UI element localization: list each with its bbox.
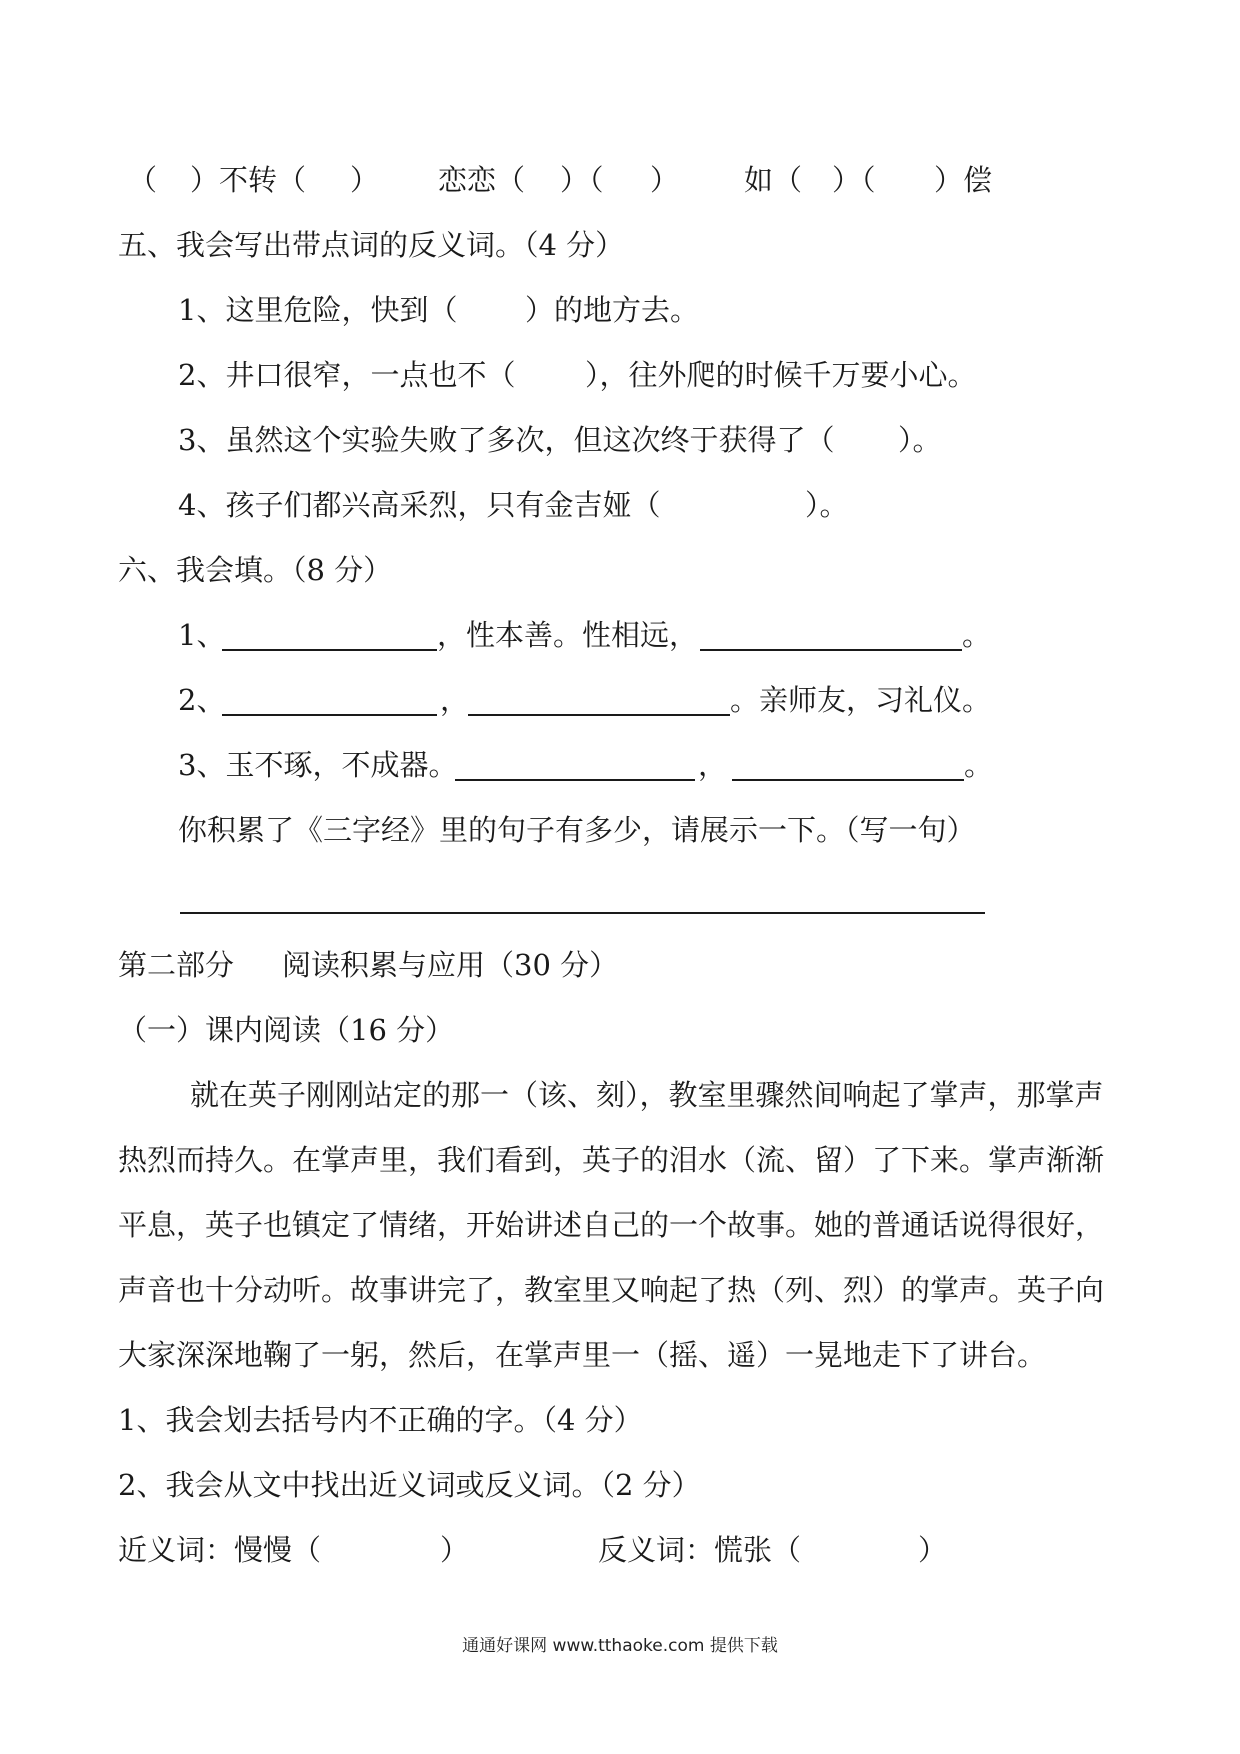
l2-blank-1[interactable] <box>222 680 437 720</box>
idiom-3-mid: ）（ <box>832 163 876 197</box>
footer-credit: 通通好课网 www.tthaoke.com 提供下载 <box>462 1636 778 1656</box>
question-1: 1、我会划去括号内不正确的字。（4 分） <box>118 1403 643 1437</box>
idiom-1-close: ） <box>350 163 380 197</box>
idiom-3-end: ）偿 <box>934 163 993 197</box>
q1-text-before: 1、这里危险，快到（ <box>178 293 458 327</box>
q3-text-after: ）。 <box>898 423 942 457</box>
l2-text-end: 。亲师友，习礼仪。 <box>730 683 992 717</box>
section6-line2 <box>0 680 1240 720</box>
reading-subheading: （一）课内阅读（16 分） <box>118 1013 455 1047</box>
section5-q2 <box>0 355 1240 395</box>
l3-text-mid: ， <box>698 748 728 782</box>
l3-text-start: 3、玉不琢，不成器。 <box>178 748 458 782</box>
l2-text-mid: ， <box>440 683 470 717</box>
synonym-antonym-row <box>0 1530 1240 1570</box>
passage-line-2: 热烈而持久。在掌声里，我们看到，英子的泪水（流、留）了下来。掌声渐渐 <box>118 1143 1105 1177</box>
passage-line-5: 大家深深地鞠了一躬，然后，在掌声里一（摇、遥）一晃地走下了讲台。 <box>118 1338 1047 1372</box>
answer-line[interactable] <box>180 912 985 914</box>
section5-heading: 五、我会写出带点词的反义词。（4 分） <box>118 228 625 262</box>
l2-number: 2、 <box>178 683 226 717</box>
section6-prompt: 你积累了《三字经》里的句子有多少，请展示一下。（写一句） <box>178 813 976 847</box>
passage-line-3: 平息，英子也镇定了情绪，开始讲述自己的一个故事。她的普通话说得很好， <box>118 1208 1105 1242</box>
part2-title: 第二部分 <box>118 948 235 982</box>
question-2: 2、我会从文中找出近义词或反义词。（2 分） <box>118 1468 701 1502</box>
idiom-row <box>0 160 1240 200</box>
antonym-close: ） <box>918 1533 948 1567</box>
idiom-1-mid: ）不转（ <box>190 163 307 197</box>
q1-text-after: ）的地方去。 <box>525 293 700 327</box>
synonym-close: ） <box>440 1533 470 1567</box>
l3-blank-2[interactable] <box>732 745 964 785</box>
part2-heading <box>0 945 1240 985</box>
section6-line1 <box>0 615 1240 655</box>
passage-line-1: 就在英子刚刚站定的那一（该、刻），教室里骤然间响起了掌声，那掌声 <box>190 1078 1104 1112</box>
q2-text-before: 2、井口很窄，一点也不（ <box>178 358 516 392</box>
antonym-label: 反义词：慌张（ <box>598 1533 802 1567</box>
l2-blank-2[interactable] <box>468 680 730 720</box>
l3-blank-1[interactable] <box>455 745 695 785</box>
section5-q1 <box>0 290 1240 330</box>
section6-heading: 六、我会填。（8 分） <box>118 553 393 587</box>
section5-q4 <box>0 485 1240 525</box>
idiom-2-start: 恋恋（ <box>438 163 526 197</box>
l1-text-mid: ，性本善。性相远， <box>437 618 699 652</box>
section6-line3 <box>0 745 1240 785</box>
idiom-2-mid: ）（ <box>560 163 604 197</box>
passage-line-4: 声音也十分动听。故事讲完了，教室里又响起了热（列、烈）的掌声。英子向 <box>118 1273 1105 1307</box>
q4-text-after: ）。 <box>805 488 849 522</box>
idiom-3-start: 如（ <box>744 163 803 197</box>
l1-number: 1、 <box>178 618 226 652</box>
synonym-label: 近义词：慢慢（ <box>118 1533 322 1567</box>
q2-text-after: ），往外爬的时候千万要小心。 <box>585 358 977 392</box>
idiom-2-close: ） <box>650 163 680 197</box>
part2-subtitle: 阅读积累与应用（30 分） <box>282 948 619 982</box>
idiom-1-open: （ <box>128 163 158 197</box>
q3-text-before: 3、虽然这个实验失败了多次，但这次终于获得了（ <box>178 423 835 457</box>
section5-q3 <box>0 420 1240 460</box>
l3-text-end: 。 <box>964 748 994 782</box>
l1-blank-2[interactable] <box>700 615 962 655</box>
q4-text-before: 4、孩子们都兴高采烈，只有金吉娅（ <box>178 488 661 522</box>
l1-text-end: 。 <box>962 618 992 652</box>
l1-blank-1[interactable] <box>222 615 437 655</box>
